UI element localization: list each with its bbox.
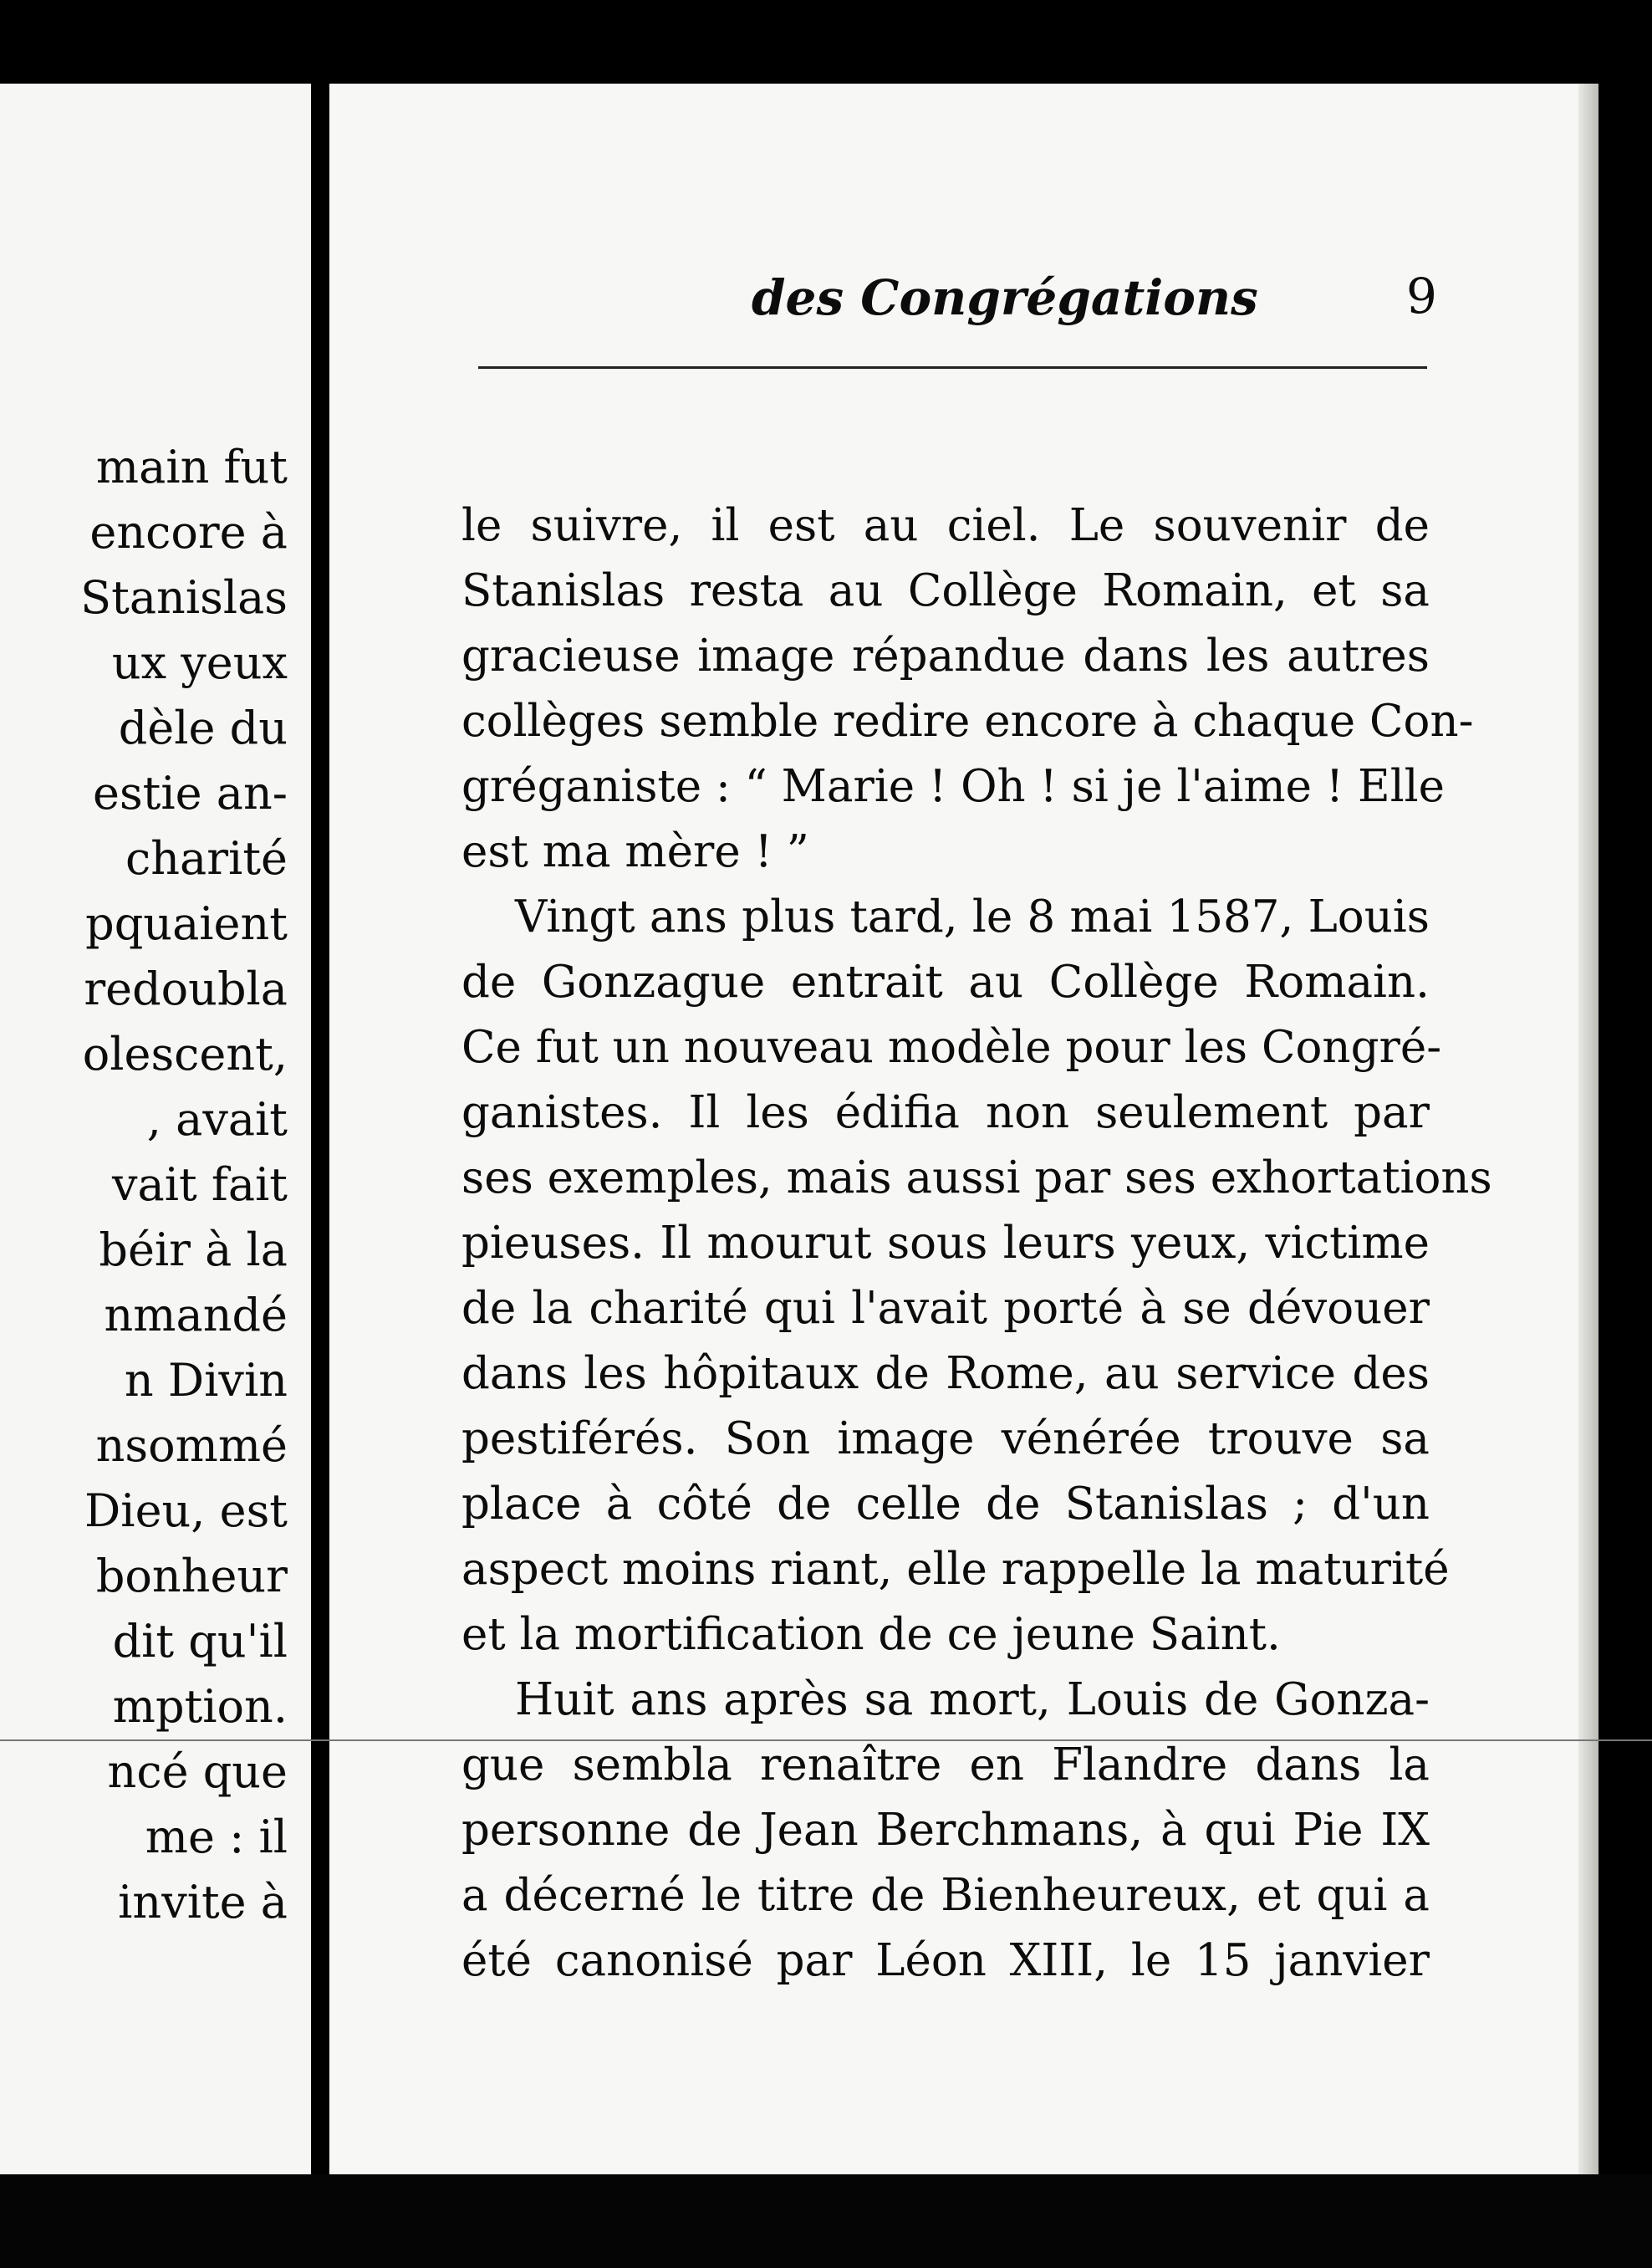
page-number: 9 [1406, 268, 1437, 324]
left-line: , avait [146, 1093, 288, 1146]
text-line: ganistes. Il les édifia non seulement par [461, 1087, 1430, 1138]
left-line: olescent, [82, 1028, 288, 1080]
text-line: Ce fut un nouveau modèle pour les Congré- [461, 1022, 1442, 1073]
left-line: ncé que [107, 1745, 288, 1798]
text-line: Huit ans après sa mort, Louis de Gonza- [515, 1674, 1430, 1725]
text-line: gue sembla renaître en Flandre dans la [461, 1739, 1430, 1790]
left-line: pquaient [85, 897, 288, 950]
page-edge-shadow [1578, 84, 1598, 2174]
left-line: me : il [145, 1811, 288, 1863]
left-line: vait fait [112, 1158, 288, 1211]
left-line: n Divin [124, 1354, 288, 1407]
text-line: pieuses. Il mourut sous leurs yeux, victime [461, 1218, 1430, 1269]
text-line: personne de Jean Berchmans, à qui Pie IX [461, 1805, 1430, 1856]
left-line: main fut [95, 441, 288, 493]
text-line: aspect moins riant, elle rappelle la maturité [461, 1544, 1450, 1595]
left-line: mption. [112, 1680, 288, 1733]
paragraph [461, 1668, 1430, 1994]
page-header [329, 259, 1441, 343]
left-line: ux yeux [111, 636, 288, 689]
left-line: béir à la [99, 1223, 288, 1276]
text-line: et la mortification de ce jeune Saint. [461, 1609, 1281, 1660]
left-line: Dieu, est [84, 1484, 288, 1537]
left-page-text [80, 435, 288, 1935]
left-line: charité [125, 832, 288, 885]
left-page [0, 84, 311, 2174]
left-line: encore à [89, 506, 288, 559]
text-line: Vingt ans plus tard, le 8 mai 1587, Louis [515, 891, 1430, 942]
left-line: dèle du [118, 702, 288, 754]
book-gutter [311, 84, 329, 2174]
text-line: de la charité qui l'avait porté à se dévouer [461, 1283, 1430, 1334]
left-line: nmandé [104, 1289, 288, 1341]
header-rule [478, 366, 1427, 369]
body-text [461, 493, 1492, 1994]
left-line: Stanislas [80, 571, 288, 624]
text-line: gréganiste : “ Marie ! Oh ! si je l'aime ! Elle [461, 761, 1445, 812]
text-line: pestiférés. Son image vénérée trouve sa [461, 1413, 1430, 1464]
right-page [329, 84, 1598, 2174]
text-line: gracieuse image répandue dans les autres [461, 631, 1430, 682]
left-line: nsommé [95, 1419, 288, 1472]
left-line: redoubla [84, 963, 288, 1015]
text-line: collèges semble redire encore à chaque Con- [461, 696, 1474, 747]
left-line: invite à [118, 1876, 288, 1928]
text-line: de Gonzague entrait au Collège Romain. [461, 957, 1430, 1008]
running-title: des Congrégations [752, 269, 1258, 326]
paragraph [461, 493, 1474, 885]
text-line: place à côté de celle de Stanislas ; d'un [461, 1479, 1430, 1530]
text-line: est ma mère ! ” [461, 826, 809, 877]
text-line: Stanislas resta au Collège Romain, et sa [461, 565, 1430, 616]
text-line: a décerné le titre de Bienheureux, et qui a [461, 1870, 1430, 1921]
text-line: le suivre, il est au ciel. Le souvenir de [461, 500, 1430, 551]
left-line: estie an- [93, 767, 288, 820]
left-line: bonheur [95, 1550, 288, 1602]
scan-artifact-line [0, 1739, 1652, 1741]
left-line: dit qu'il [112, 1615, 288, 1668]
paragraph [461, 885, 1492, 1668]
text-line: dans les hôpitaux de Rome, au service des [461, 1348, 1430, 1399]
text-line: ses exemples, mais aussi par ses exhortations [461, 1152, 1492, 1203]
text-line: été canonisé par Léon XIII, le 15 janvier [461, 1935, 1430, 1986]
scan-border [0, 2174, 1652, 2268]
